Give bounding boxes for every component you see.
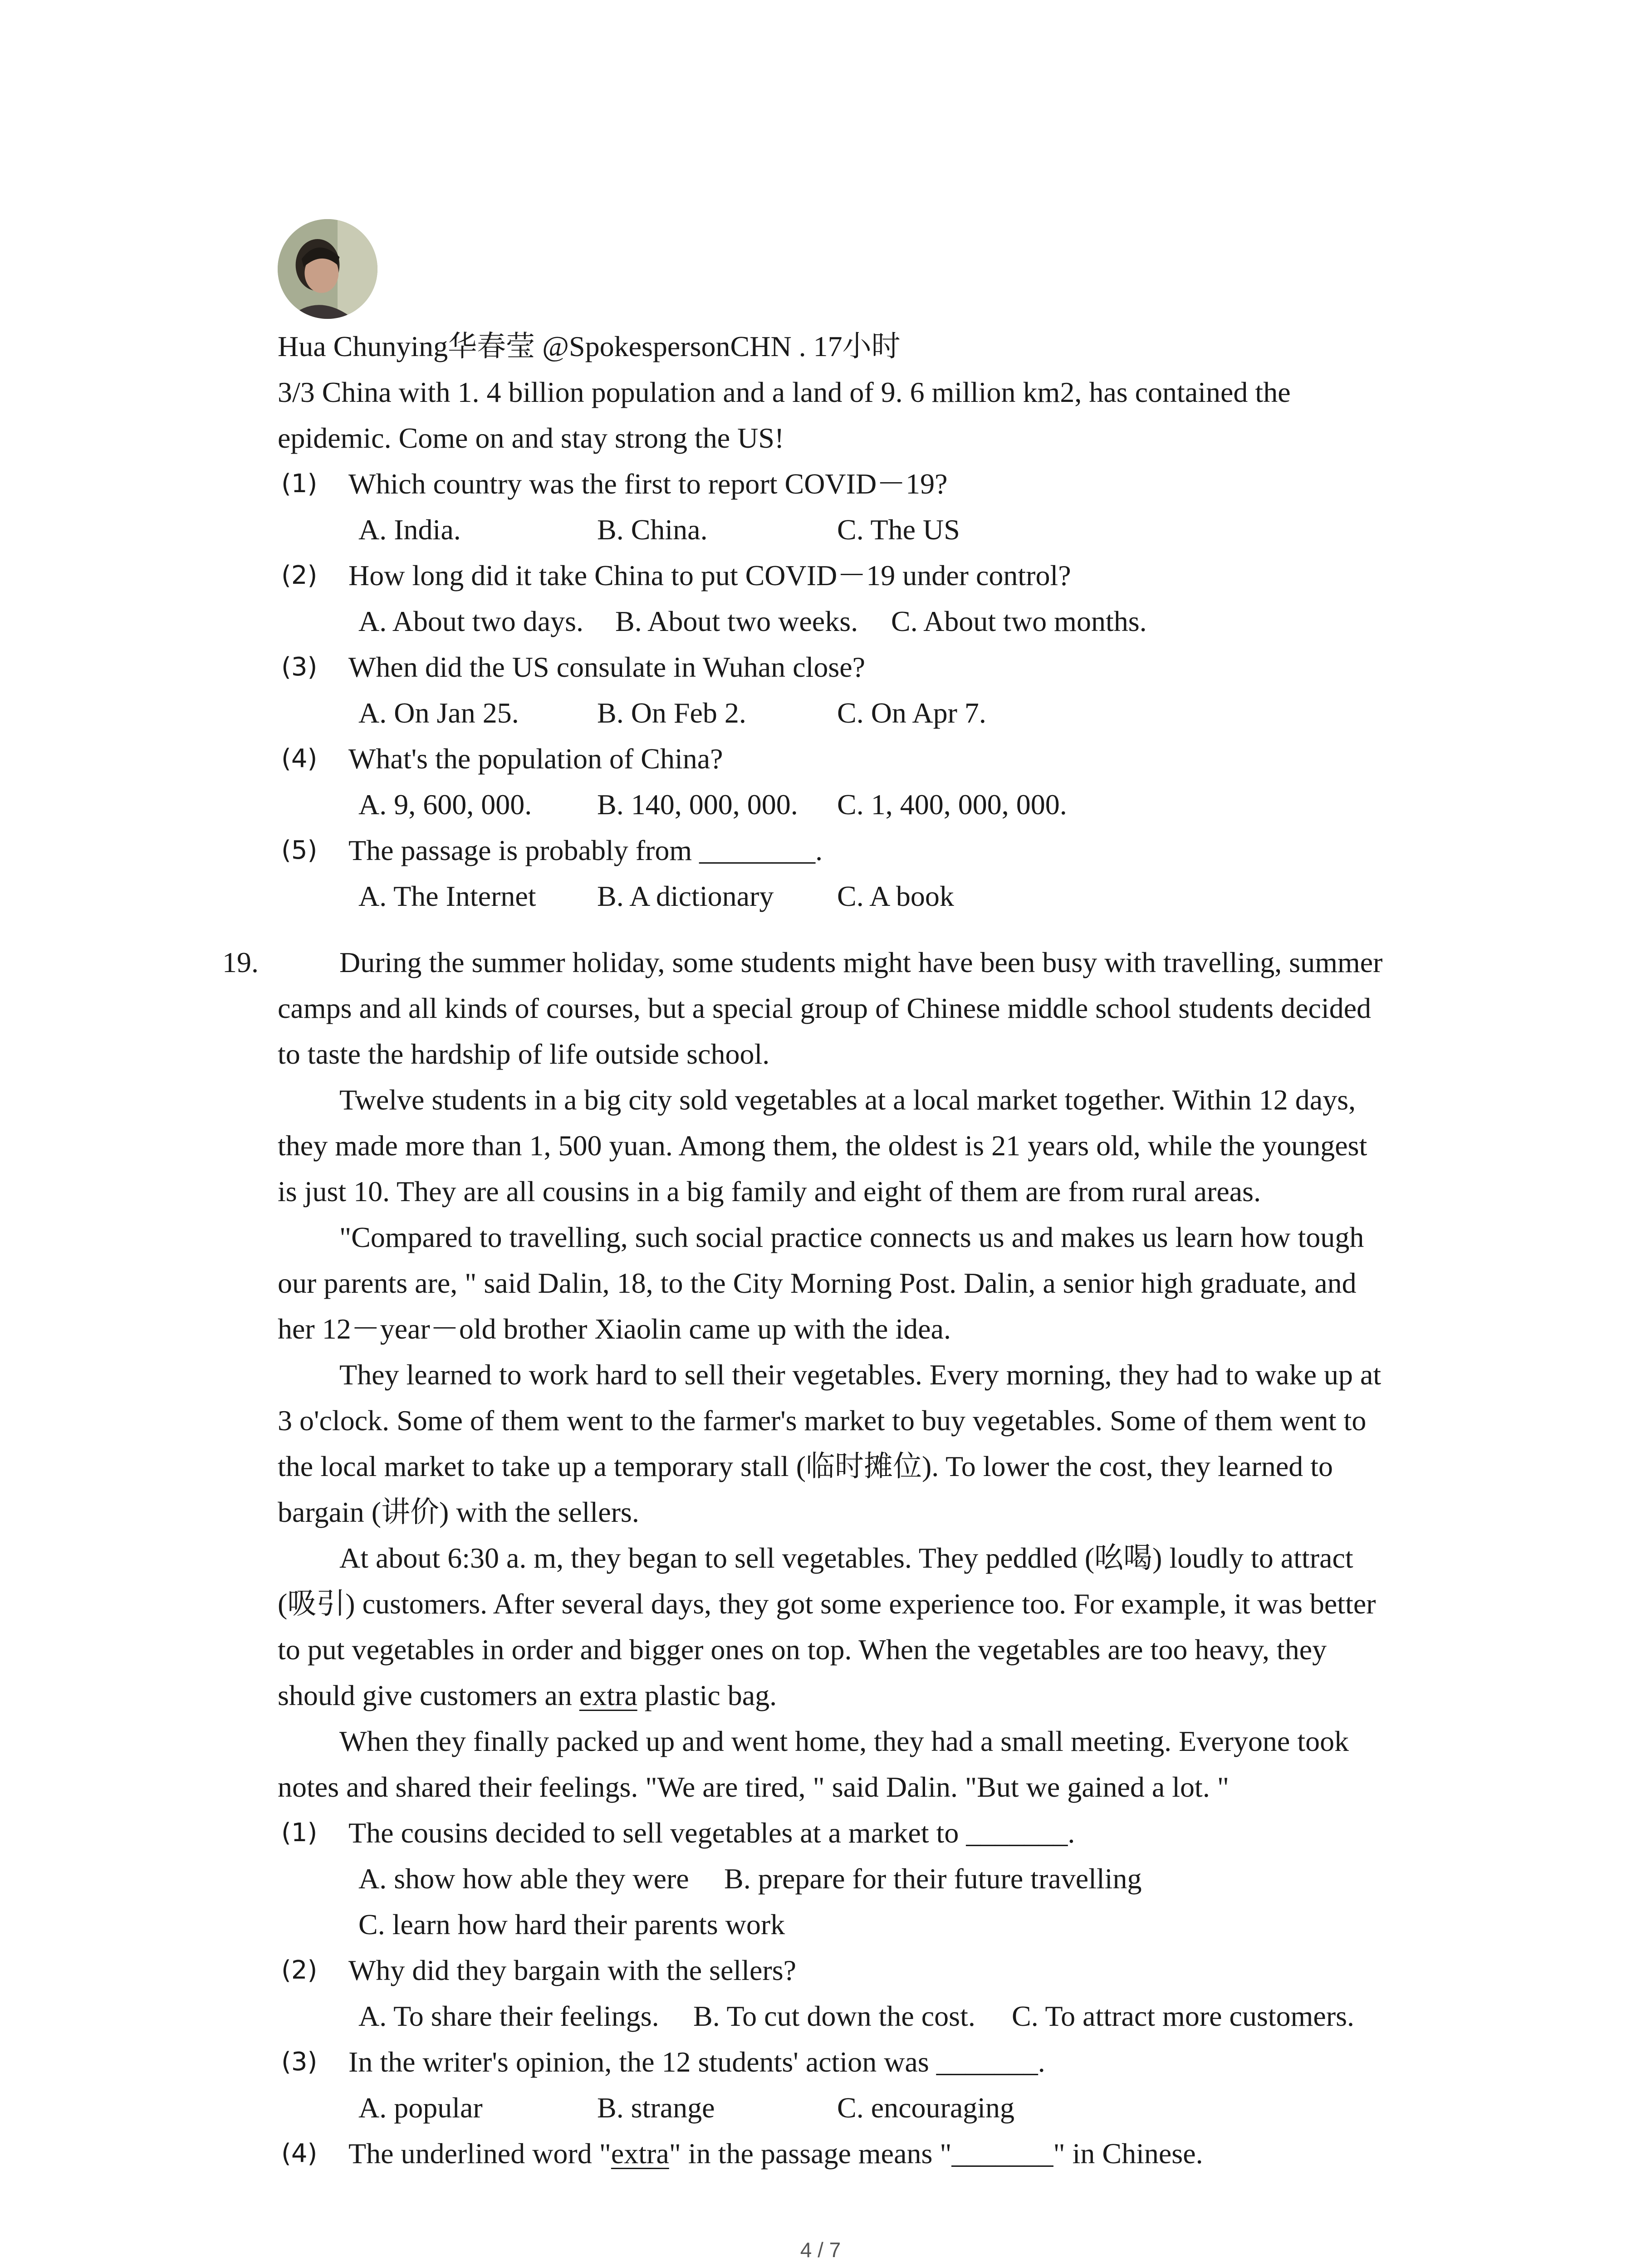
answer-option: C. About two months. [891,605,1147,637]
answer-option: B. A dictionary [597,880,774,912]
question-text: Which country was the first to report COVID－19? [348,468,948,500]
passage-line: her 12－year－old brother Xiaolin came up with the idea. [278,1313,951,1345]
passage-line: they made more than 1, 500 yuan. Among them, the oldest is 21 years old, while the youngest [278,1129,1367,1162]
question-number: (3) [281,652,318,682]
answer-option: B. About two weeks. [615,605,858,637]
passage-line [278,1674,777,1717]
question-text: When did the US consulate in Wuhan close? [348,651,866,683]
answer-option: A. To share their feelings. [358,2000,659,2032]
person-photo-icon [278,219,377,319]
question-number: (1) [281,469,318,499]
passage-line: bargain (讲价) with the sellers. [278,1496,639,1528]
answer-option: B. China. [597,513,708,546]
answer-option: A. popular [358,2092,483,2124]
question-text: How long did it take China to put COVID－19 under control? [348,559,1071,591]
question-number: (3) [281,2047,318,2077]
answer-option: A. show how able they were [358,1862,689,1895]
question-text: The passage is probably from ________. [348,834,823,866]
passage-line: When they finally packed up and went home, they had a small meeting. Everyone took [339,1725,1349,1757]
answer-option: A. About two days. [358,605,583,637]
answer-option: B. On Feb 2. [597,697,746,729]
answer-option: C. To attract more customers. [1012,2000,1355,2032]
passage-line: camps and all kinds of courses, but a special group of Chinese middle school students decided [278,992,1372,1024]
answer-option: B. 140, 000, 000. [597,788,798,821]
question-text: What's the population of China? [348,743,723,775]
page-number: 4 / 7 [800,2238,841,2262]
question-number: (2) [281,561,318,590]
answer-option: A. The Internet [358,880,536,912]
question-number: (2) [281,1955,318,1985]
answer-option: C. learn how hard their parents work [358,1908,785,1941]
question-number: (4) [281,744,318,773]
answer-option: C. A book [837,880,954,912]
answer-option: A. India. [358,513,461,546]
question-number: (1) [281,1818,318,1848]
avatar-image [278,219,377,319]
post-text-line: epidemic. Come on and stay strong the US! [278,422,784,454]
question-text: Why did they bargain with the sellers? [348,1954,796,1986]
question-text-part: " in the passage means "_______" in Chinese. [669,2137,1203,2170]
passage-line: 3 o'clock. Some of them went to the farmer's market to buy vegetables. Some of them went to [278,1404,1367,1437]
passage-line: During the summer holiday, some students might have been busy with travelling, summer [339,946,1383,978]
question-number: (4) [281,2139,318,2168]
passage-text: should give customers an [278,1679,579,1711]
answer-option: C. On Apr 7. [837,697,986,729]
passage-line: At about 6:30 a. m, they began to sell vegetables. They peddled (吆喝) loudly to attract [339,1542,1353,1574]
passage-line: notes and shared their feelings. "We are tired, " said Dalin. "But we gained a lot. " [278,1771,1229,1803]
passage-line: to put vegetables in order and bigger ones on top. When the vegetables are too heavy, they [278,1633,1327,1666]
answer-option: B. To cut down the cost. [693,2000,975,2032]
question-number: (5) [281,836,318,865]
question-text [348,2132,1203,2175]
answer-option: A. On Jan 25. [358,697,519,729]
answer-option: B. prepare for their future travelling [724,1862,1142,1895]
answer-option: C. The US [837,513,960,546]
answer-option: C. encouraging [837,2092,1014,2124]
question-text: In the writer's opinion, the 12 students' action was _______. [348,2046,1045,2078]
passage-line: Twelve students in a big city sold vegetables at a local market together. Within 12 days, [339,1084,1356,1116]
passage-line: is just 10. They are all cousins in a big family and eight of them are from rural areas. [278,1175,1261,1207]
underlined-word: extra [611,2137,669,2170]
passage-line: They learned to work hard to sell their vegetables. Every morning, they had to wake up at [339,1359,1381,1391]
passage-line: (吸引) customers. After several days, they got some experience too. For example, it was better [278,1588,1376,1620]
passage-line: to taste the hardship of life outside school. [278,1038,770,1070]
post-header: Hua Chunying华春莹 @SpokespersonCHN . 17小时 [278,330,901,362]
answer-option: B. strange [597,2092,715,2124]
passage-line: our parents are, " said Dalin, 18, to the City Morning Post. Dalin, a senior high graduate, and [278,1267,1357,1299]
question-text: The cousins decided to sell vegetables at a market to _______. [348,1817,1075,1849]
answer-option: C. 1, 400, 000, 000. [837,788,1067,821]
passage-text: plastic bag. [637,1679,777,1711]
answer-option: A. 9, 600, 000. [358,788,532,821]
question-text-part: The underlined word " [348,2137,611,2170]
underlined-word: extra [579,1679,637,1711]
passage-line: the local market to take up a temporary stall (临时摊位). To lower the cost, they learned to [278,1450,1333,1482]
post-text-line: 3/3 China with 1. 4 billion population and a land of 9. 6 million km2, has contained the [278,376,1291,408]
question-number: 19. [222,946,259,978]
passage-line: "Compared to travelling, such social practice connects us and makes us learn how tough [339,1221,1364,1253]
